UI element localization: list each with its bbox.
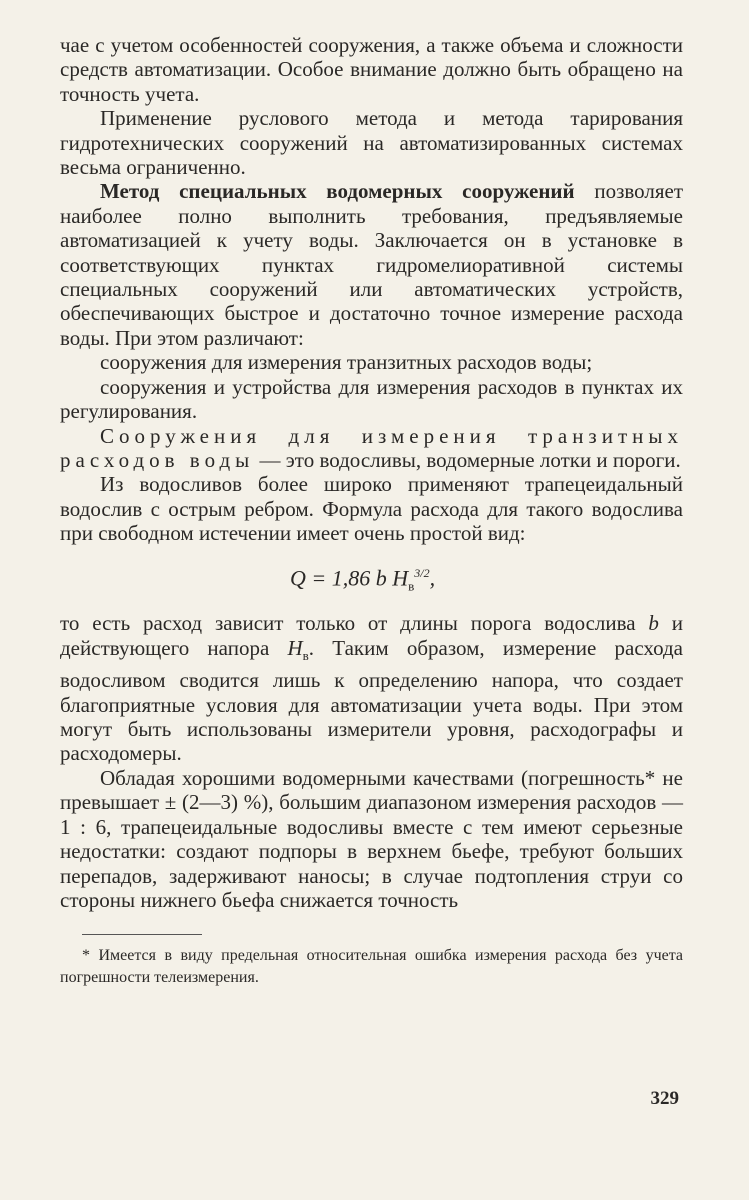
formula-subscript: в: [408, 578, 415, 594]
paragraph-6-part-a: то есть расход зависит только от длины порога водослива: [60, 611, 649, 636]
symbol-h-subscript: в: [302, 647, 309, 663]
spaced-term: Сооружения для измерения транзитных расходов воды: [60, 423, 683, 472]
paragraph-7: Обладая хорошими водомерными качествами (погрешность* не превышает ± (2—3) %), большим диапазоном измерения расходов — 1 : 6, трапецеидальные водосливы вместе с тем имеют серьезные недостатки: создают подпоры в верхнем бьефе, требуют больших перепадов, задерживают наносы; в случае подтопления струи со стороны нижнего бьефа снижается точность: [60, 765, 683, 912]
paragraph-5: Из водосливов более широко применяют трапецеидальный водослив с острым ребром. Формула расхода для такого водослива при свободном истечении имеет очень простой вид:: [60, 472, 683, 546]
paragraph-2: Применение руслового метода и метода тарирования гидротехнических сооружений на автоматизированных системах весьма ограниченно.: [60, 106, 683, 180]
paragraph-3: [60, 179, 683, 350]
paragraph-1: чае с учетом особенностей сооружения, а также объема и сложности средств автоматизации. Особое внимание должно быть обращено на точность учета.: [60, 33, 683, 106]
footnote: * Имеется в виду предельная относительная ошибка измерения расхода без учета погрешности телеизмерения.: [60, 947, 683, 987]
method-heading: Метод специальных водомерных сооружений: [100, 179, 575, 204]
paragraph-6-part-c: и действующего напора: [60, 611, 683, 660]
formula-comma: ,: [429, 564, 436, 590]
paragraph-6: [60, 611, 683, 766]
list-item-1: сооружения для измерения транзитных расходов воды;: [100, 350, 593, 375]
page-number: 329: [650, 1088, 679, 1109]
footnote-divider: [82, 934, 202, 935]
symbol-b: b: [648, 611, 659, 636]
formula-main: Q = 1,86 b H: [290, 564, 409, 590]
paragraph-4-body: — это водосливы, водомерные лотки и пороги.: [254, 447, 681, 472]
discharge-formula: [60, 560, 683, 600]
list-item-2: сооружения и устройства для измерения расходов в пунктах их регулирования.: [60, 374, 683, 424]
paragraph-3-body: позволяет наиболее полно выполнить требования, предъявляемые автоматизацией к учету воды. Заключается он в установке в соответствующих пунктах гидромелиоративной системы специальных сооружений или автоматических устройств, обеспечивающих быстрое и достаточно точное измерение расхода воды. При этом различают:: [60, 179, 683, 350]
formula-exponent: 3/2: [414, 565, 430, 580]
symbol-h: H: [287, 635, 303, 660]
paragraph-4: [60, 424, 683, 473]
paragraph-6-part-e: . Таким образом, измерение расхода водосливом сводится лишь к определению напора, что создает благоприятные условия для автоматизации учета воды. При этом могут быть использованы измерители уровня, расходографы и расходомеры.: [60, 635, 683, 766]
